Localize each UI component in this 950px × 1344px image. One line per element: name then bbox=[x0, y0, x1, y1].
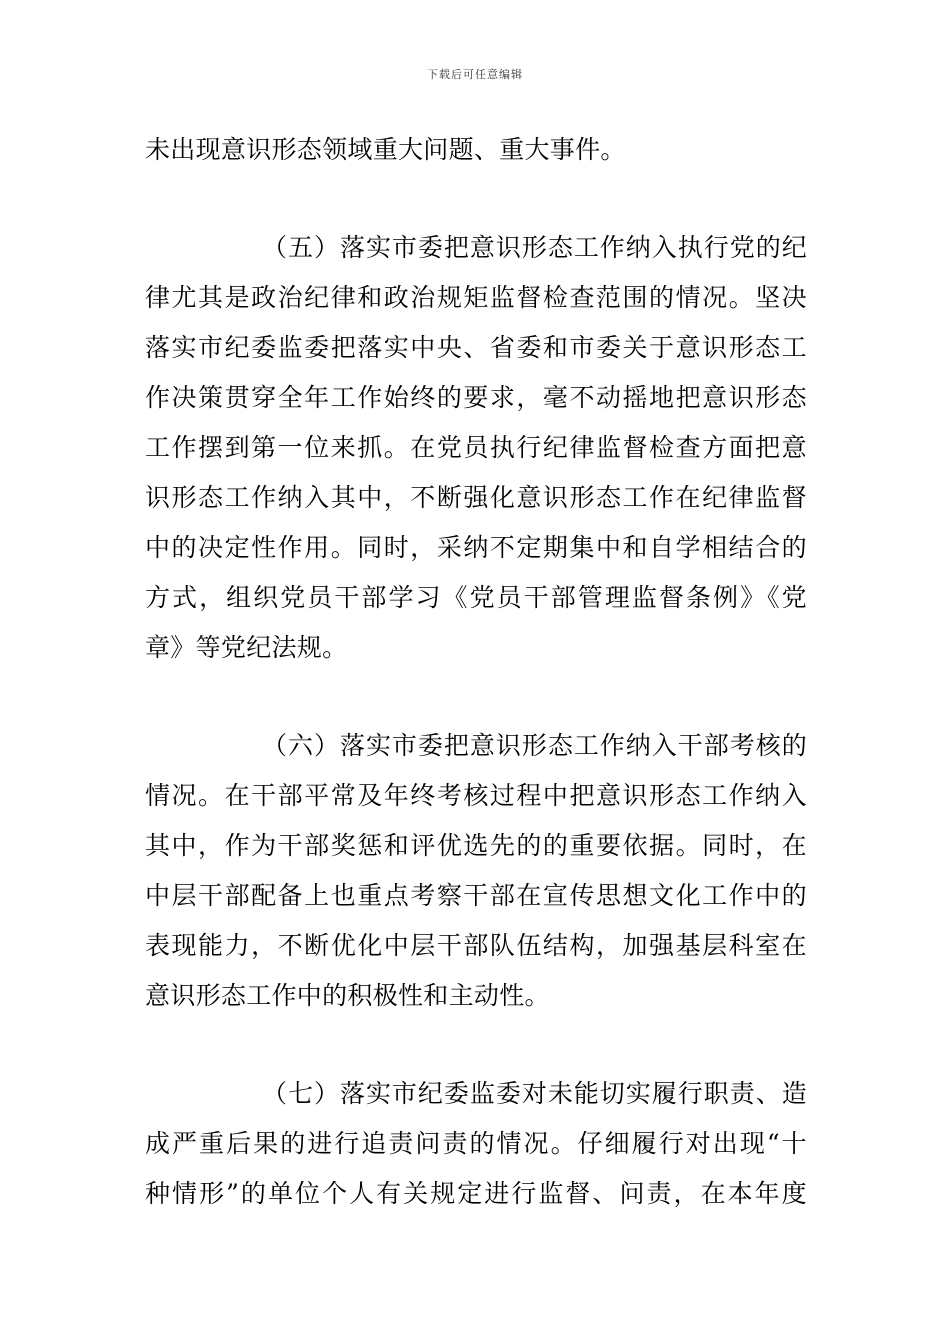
paragraph-5-first-line: （五）落实市委把意识形态工作纳入执行党的纪 bbox=[262, 233, 807, 262]
text-line: 表现能力，不断优化中层干部队伍结构，加强基层科室在 bbox=[145, 931, 807, 960]
text-line: 未出现意识形态领域重大问题、重大事件。 bbox=[145, 135, 626, 164]
text-line: 律尤其是政治纪律和政治规矩监督检查范围的情况。坚决 bbox=[145, 283, 807, 312]
text-line: 章》等党纪法规。 bbox=[145, 633, 348, 662]
paragraph-7-first-line: （七）落实市纪委监委对未能切实履行职责、造 bbox=[262, 1079, 807, 1108]
text-line: 方式，组织党员干部学习《党员干部管理监督条例》《党 bbox=[145, 583, 807, 612]
text-line: 工作摆到第一位来抓。在党员执行纪律监督检查方面把意 bbox=[145, 433, 807, 462]
text-line: 其中，作为干部奖惩和评优选先的的重要依据。同时，在 bbox=[145, 831, 807, 860]
header-note: 下载后可任意编辑 bbox=[427, 68, 523, 81]
text-line: 意识形态工作中的积极性和主动性。 bbox=[145, 981, 550, 1010]
text-line: 种情形”的单位个人有关规定进行监督、问责，在本年度 bbox=[145, 1179, 807, 1208]
paragraph-6-first-line: （六）落实市委把意识形态工作纳入干部考核的 bbox=[262, 731, 807, 760]
text-line: 中的决定性作用。同时，采纳不定期集中和自学相结合的 bbox=[145, 533, 807, 562]
text-line: 作决策贯穿全年工作始终的要求，毫不动摇地把意识形态 bbox=[145, 383, 807, 412]
text-line: 识形态工作纳入其中，不断强化意识形态工作在纪律监督 bbox=[145, 483, 807, 512]
text-line: 落实市纪委监委把落实中央、省委和市委关于意识形态工 bbox=[145, 333, 807, 362]
text-line: 成严重后果的进行追责问责的情况。仔细履行对出现“十 bbox=[145, 1129, 807, 1158]
text-line: 中层干部配备上也重点考察干部在宣传思想文化工作中的 bbox=[145, 881, 807, 910]
text-line: 情况。在干部平常及年终考核过程中把意识形态工作纳入 bbox=[145, 781, 807, 810]
